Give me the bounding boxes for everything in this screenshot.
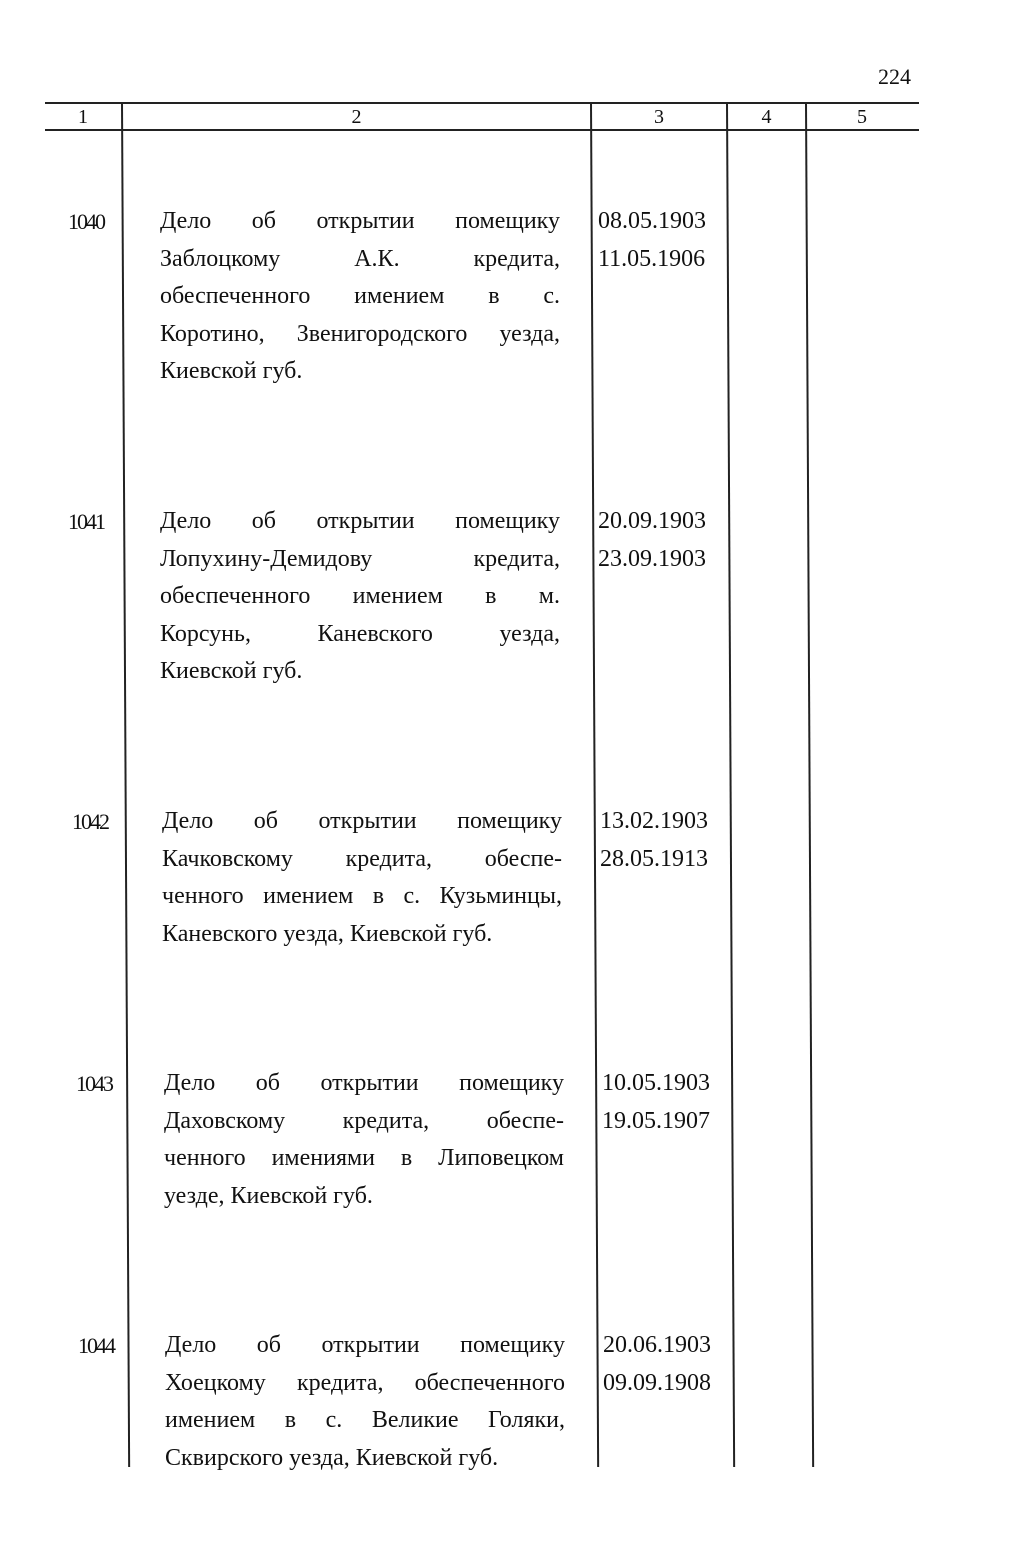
column-header-1: 1 [78,106,88,128]
column-header-3: 3 [654,106,664,128]
entry-dates [598,503,706,578]
description-line: Дело об открытии помещику [160,508,560,534]
entry-description [160,203,560,391]
description-line: Лопухину-Демидову кредита, [160,545,560,572]
column-header-5: 5 [857,106,867,128]
description-line: уезде, Киевской губ. [164,1182,373,1209]
entry-description [164,1065,564,1215]
description-line: Качковскому кредита, обеспе- [162,845,562,872]
entry-dates [600,803,708,878]
description-line: Даховскому кредита, обеспе- [164,1107,564,1134]
description-line: Хоецкому кредита, обеспеченного [165,1369,565,1396]
entry-dates [598,203,706,278]
entry-description [160,503,560,691]
date: 23.09.1903 [598,545,706,572]
date: 20.06.1903 [603,1332,711,1358]
entry-number: 1043 [76,1071,112,1096]
description-line: Киевской губ. [160,358,303,384]
table-top-rule [45,102,919,104]
description-line: Заблоцкому А.К. кредита, [160,245,560,272]
description-line: Дело об открытии помещику [162,808,562,834]
date: 10.05.1903 [602,1070,710,1096]
description-line: Дело об открытии помещику [164,1070,564,1096]
entry-dates [603,1327,711,1402]
date: 28.05.1913 [600,845,708,872]
column-header-2: 2 [351,106,362,128]
column-divider [805,102,814,1467]
column-divider [726,102,735,1467]
description-line: Каневского уезда, Киевской губ. [162,920,493,947]
column-header-4: 4 [761,106,772,128]
entry-number: 1042 [72,809,108,834]
entry-dates [602,1065,710,1140]
date: 13.02.1903 [600,808,708,834]
entry-number: 1041 [68,509,104,534]
description-line: Дело об открытии помещику [165,1332,565,1358]
description-line: ченного имениями в Липовецком [164,1145,564,1171]
entry-number: 1040 [68,209,104,234]
description-line: обеспеченного имением в м. [160,583,560,609]
description-line: обеспеченного имением в с. [160,283,560,309]
entry-description [165,1327,565,1477]
description-line: Корсунь, Каневского уезда, [160,620,560,647]
description-line: Сквирского уезда, Киевской губ. [165,1444,499,1471]
column-divider [590,102,599,1467]
date: 08.05.1903 [598,208,706,234]
page-number: 224 [878,64,911,89]
description-line: Дело об открытии помещику [160,208,560,234]
entry-description [162,803,562,953]
column-divider [121,102,130,1467]
description-line: имением в с. Великие Голяки, [165,1407,565,1433]
entry-number: 1044 [78,1333,114,1358]
description-line: Коротино, Звенигородского уезда, [160,320,560,347]
date: 11.05.1906 [598,245,706,272]
date: 09.09.1908 [603,1369,711,1396]
date: 20.09.1903 [598,508,706,534]
description-line: Киевской губ. [160,658,303,684]
description-line: ченного имением в с. Кузьминцы, [162,883,562,909]
table-header-rule [45,129,919,131]
date: 19.05.1907 [602,1107,710,1134]
